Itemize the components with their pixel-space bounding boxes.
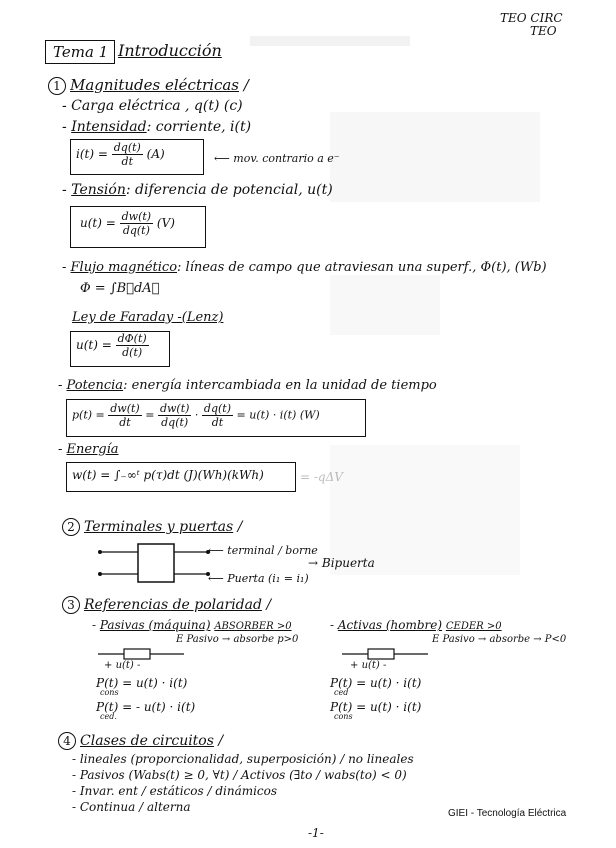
tension-line: - Tensión: diferencia de potencial, u(t) [62,182,333,198]
energy-ghost: = -qΔV [300,470,343,484]
activa-u: + u(t) - [350,660,387,671]
current-num: dq(t) [113,141,141,154]
current-den: dt [121,155,134,168]
bleed-through [330,275,440,335]
page-number: -1- [308,826,324,840]
potencia-line: - Potencia: energía intercambiada en la unidad de tiempo [58,378,437,393]
activa-eq1-sub: ced [334,688,349,697]
faraday-heading: Ley de Faraday -(Lenz) [72,310,224,325]
flujo-line: - Flujo magnético: líneas de campo que atraviesan una superf., Φ(t), (Wb) [62,260,547,275]
pasiva-eq2-sub: ced. [100,712,117,721]
activa-heading: - Activas (hombre) CEDER >0 [330,618,502,632]
section-4-heading: 4 Clases de circuitos / [58,732,223,750]
section-2-heading: 2 Terminales y puertas / [62,518,242,536]
activa-sub: E Pasivo → absorbe → P<0 [432,634,567,645]
flujo-eq: Φ = ∫B⃗dA⃗ [80,281,160,296]
current-formula: i(t) = $\frac{dq(t)}{dt}$ (A) [76,141,165,168]
two-port-diagram [96,540,216,585]
bipuerta-label: → Bipuerta [308,556,375,570]
intensidad-line: - Intensidad: corriente, i(t) [62,119,252,135]
page-title: Introducción [118,41,222,60]
tema-label: Tema 1 [53,43,109,61]
bleed-through [330,112,540,202]
clases-line-1: - lineales (proporcionalidad, superposición) / no lineales [72,752,414,766]
terminal-label: ⟵ terminal / borne [208,544,318,557]
bleed-through [250,36,410,46]
section-number-4: 4 [58,732,76,750]
voltage-formula: u(t) = $\frac{dw(t)}{dq(t)}$ (V) [80,210,175,237]
carga-line: - Carga eléctrica , q(t) (c) [62,98,243,114]
pasiva-u: + u(t) - [104,660,141,671]
footer-course: GIEI - Tecnología Eléctrica [448,808,567,819]
clases-line-2: - Pasivos (Wabs(t) ≥ 0, ∀t) / Activos (∃to / wabs(to) < 0) [72,768,407,782]
pasiva-eq1: P(t) = u(t) · i(t) [96,676,188,690]
section-number-3: 3 [62,596,80,614]
pasiva-sub: E Pasivo → absorbe p>0 [176,634,299,645]
activa-eq1: P(t) = u(t) · i(t) [330,676,422,690]
section-number-2: 2 [62,518,80,536]
section-3-heading: 3 Referencias de polaridad / [62,596,271,614]
faraday-formula: u(t) = $\frac{d\Phi(t)}{d(t)}$ [76,332,147,359]
section-1-heading: 1 Magnitudes eléctricas / [48,76,249,95]
header-line-1: TEO CIRC [500,11,563,25]
clases-line-3: - Invar. ent / estáticos / dinámicos [72,784,278,798]
header-line-2: TEO [530,24,557,38]
pasiva-eq2: P(t) = - u(t) · i(t) [96,700,196,714]
pasiva-eq1-sub: cons [100,688,119,697]
energia-line: - Energía [58,442,119,457]
activa-eq2-sub: cons [334,712,353,721]
section-number-1: 1 [48,77,66,95]
clases-line-4: - Continua / alterna [72,800,191,814]
energy-formula: w(t) = ∫₋∞ᵗ p(τ)dt (J)(Wh)(kWh) [72,468,264,482]
puerta-label: ⟵ Puerta (i₁ = i₁) [208,572,309,585]
current-note: ⟵ mov. contrario a e⁻ [214,152,340,165]
pasiva-heading: - Pasivas (máquina) ABSORBER >0 [92,618,292,632]
power-formula: p(t) = $\frac{dw(t)}{dt}$ = $\frac{dw(t)}{dq(t)}$ · $\frac{dq(t)}{dt}$ = u(t) · i(t) (W) [72,402,320,429]
activa-eq2: P(t) = u(t) · i(t) [330,700,422,714]
